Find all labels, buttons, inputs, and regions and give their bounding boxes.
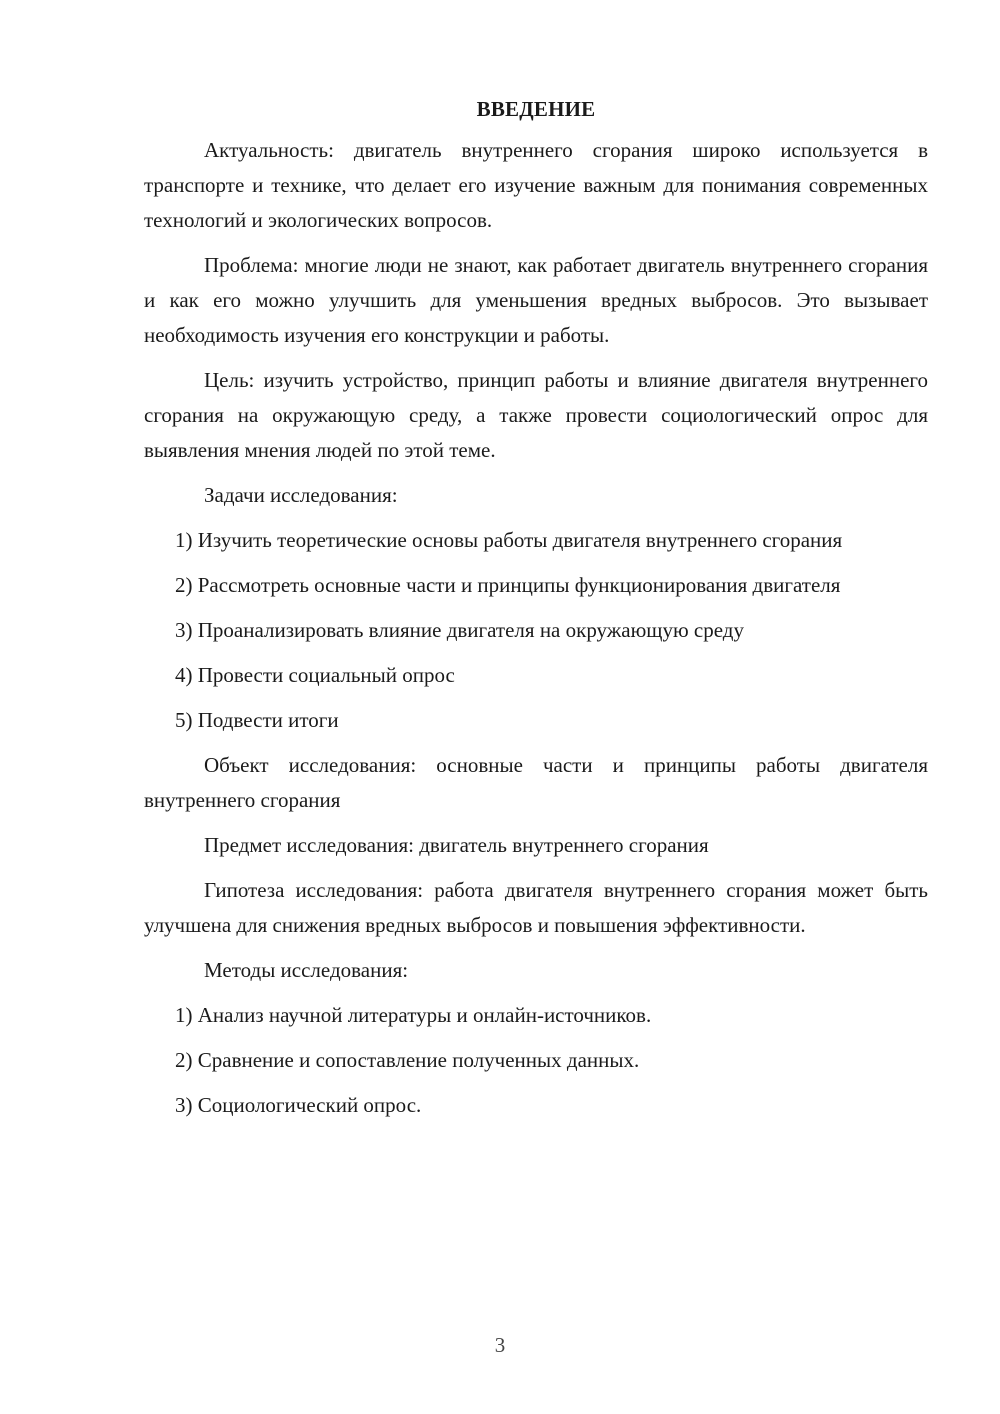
method-item: 3) Социологический опрос.: [175, 1093, 422, 1117]
relevance-paragraph: Актуальность: двигатель внутреннего сгорания широко используется в транспорте и технике, что делает его изучение важным для понимания современных технологий и экологических вопросов.: [144, 138, 928, 232]
object-paragraph: Объект исследования: основные части и принципы работы двигателя внутреннего сгорания: [144, 753, 928, 812]
tasks-heading: Задачи исследования:: [204, 483, 398, 507]
page-content: [144, 92, 928, 1133]
task-item: 2) Рассмотреть основные части и принципы функционирования двигателя: [175, 573, 841, 597]
hypothesis-paragraph: Гипотеза исследования: работа двигателя внутреннего сгорания может быть улучшена для снижения вредных выбросов и повышения эффективности.: [144, 878, 928, 937]
task-item: 3) Проанализировать влияние двигателя на окружающую среду: [175, 618, 744, 642]
task-item: 5) Подвести итоги: [175, 708, 339, 732]
method-item: 2) Сравнение и сопоставление полученных данных.: [175, 1048, 640, 1072]
task-item: 1) Изучить теоретические основы работы двигателя внутреннего сгорания: [175, 528, 843, 552]
problem-paragraph: Проблема: многие люди не знают, как работает двигатель внутреннего сгорания и как его можно улучшить для уменьшения вредных выбросов. Это вызывает необходимость изучения его конструкции и работы.: [144, 253, 928, 347]
page-title: ВВЕДЕНИЕ: [476, 97, 596, 121]
method-item: 1) Анализ научной литературы и онлайн-источников.: [175, 1003, 652, 1027]
methods-heading: Методы исследования:: [204, 958, 409, 982]
page-number: 3: [494, 1333, 506, 1357]
subject-paragraph: Предмет исследования: двигатель внутреннего сгорания: [204, 833, 709, 857]
goal-paragraph: Цель: изучить устройство, принцип работы и влияние двигателя внутреннего сгорания на окружающую среду, а также провести социологический опрос для выявления мнения людей по этой теме.: [144, 368, 928, 462]
task-item: 4) Провести социальный опрос: [175, 663, 455, 687]
